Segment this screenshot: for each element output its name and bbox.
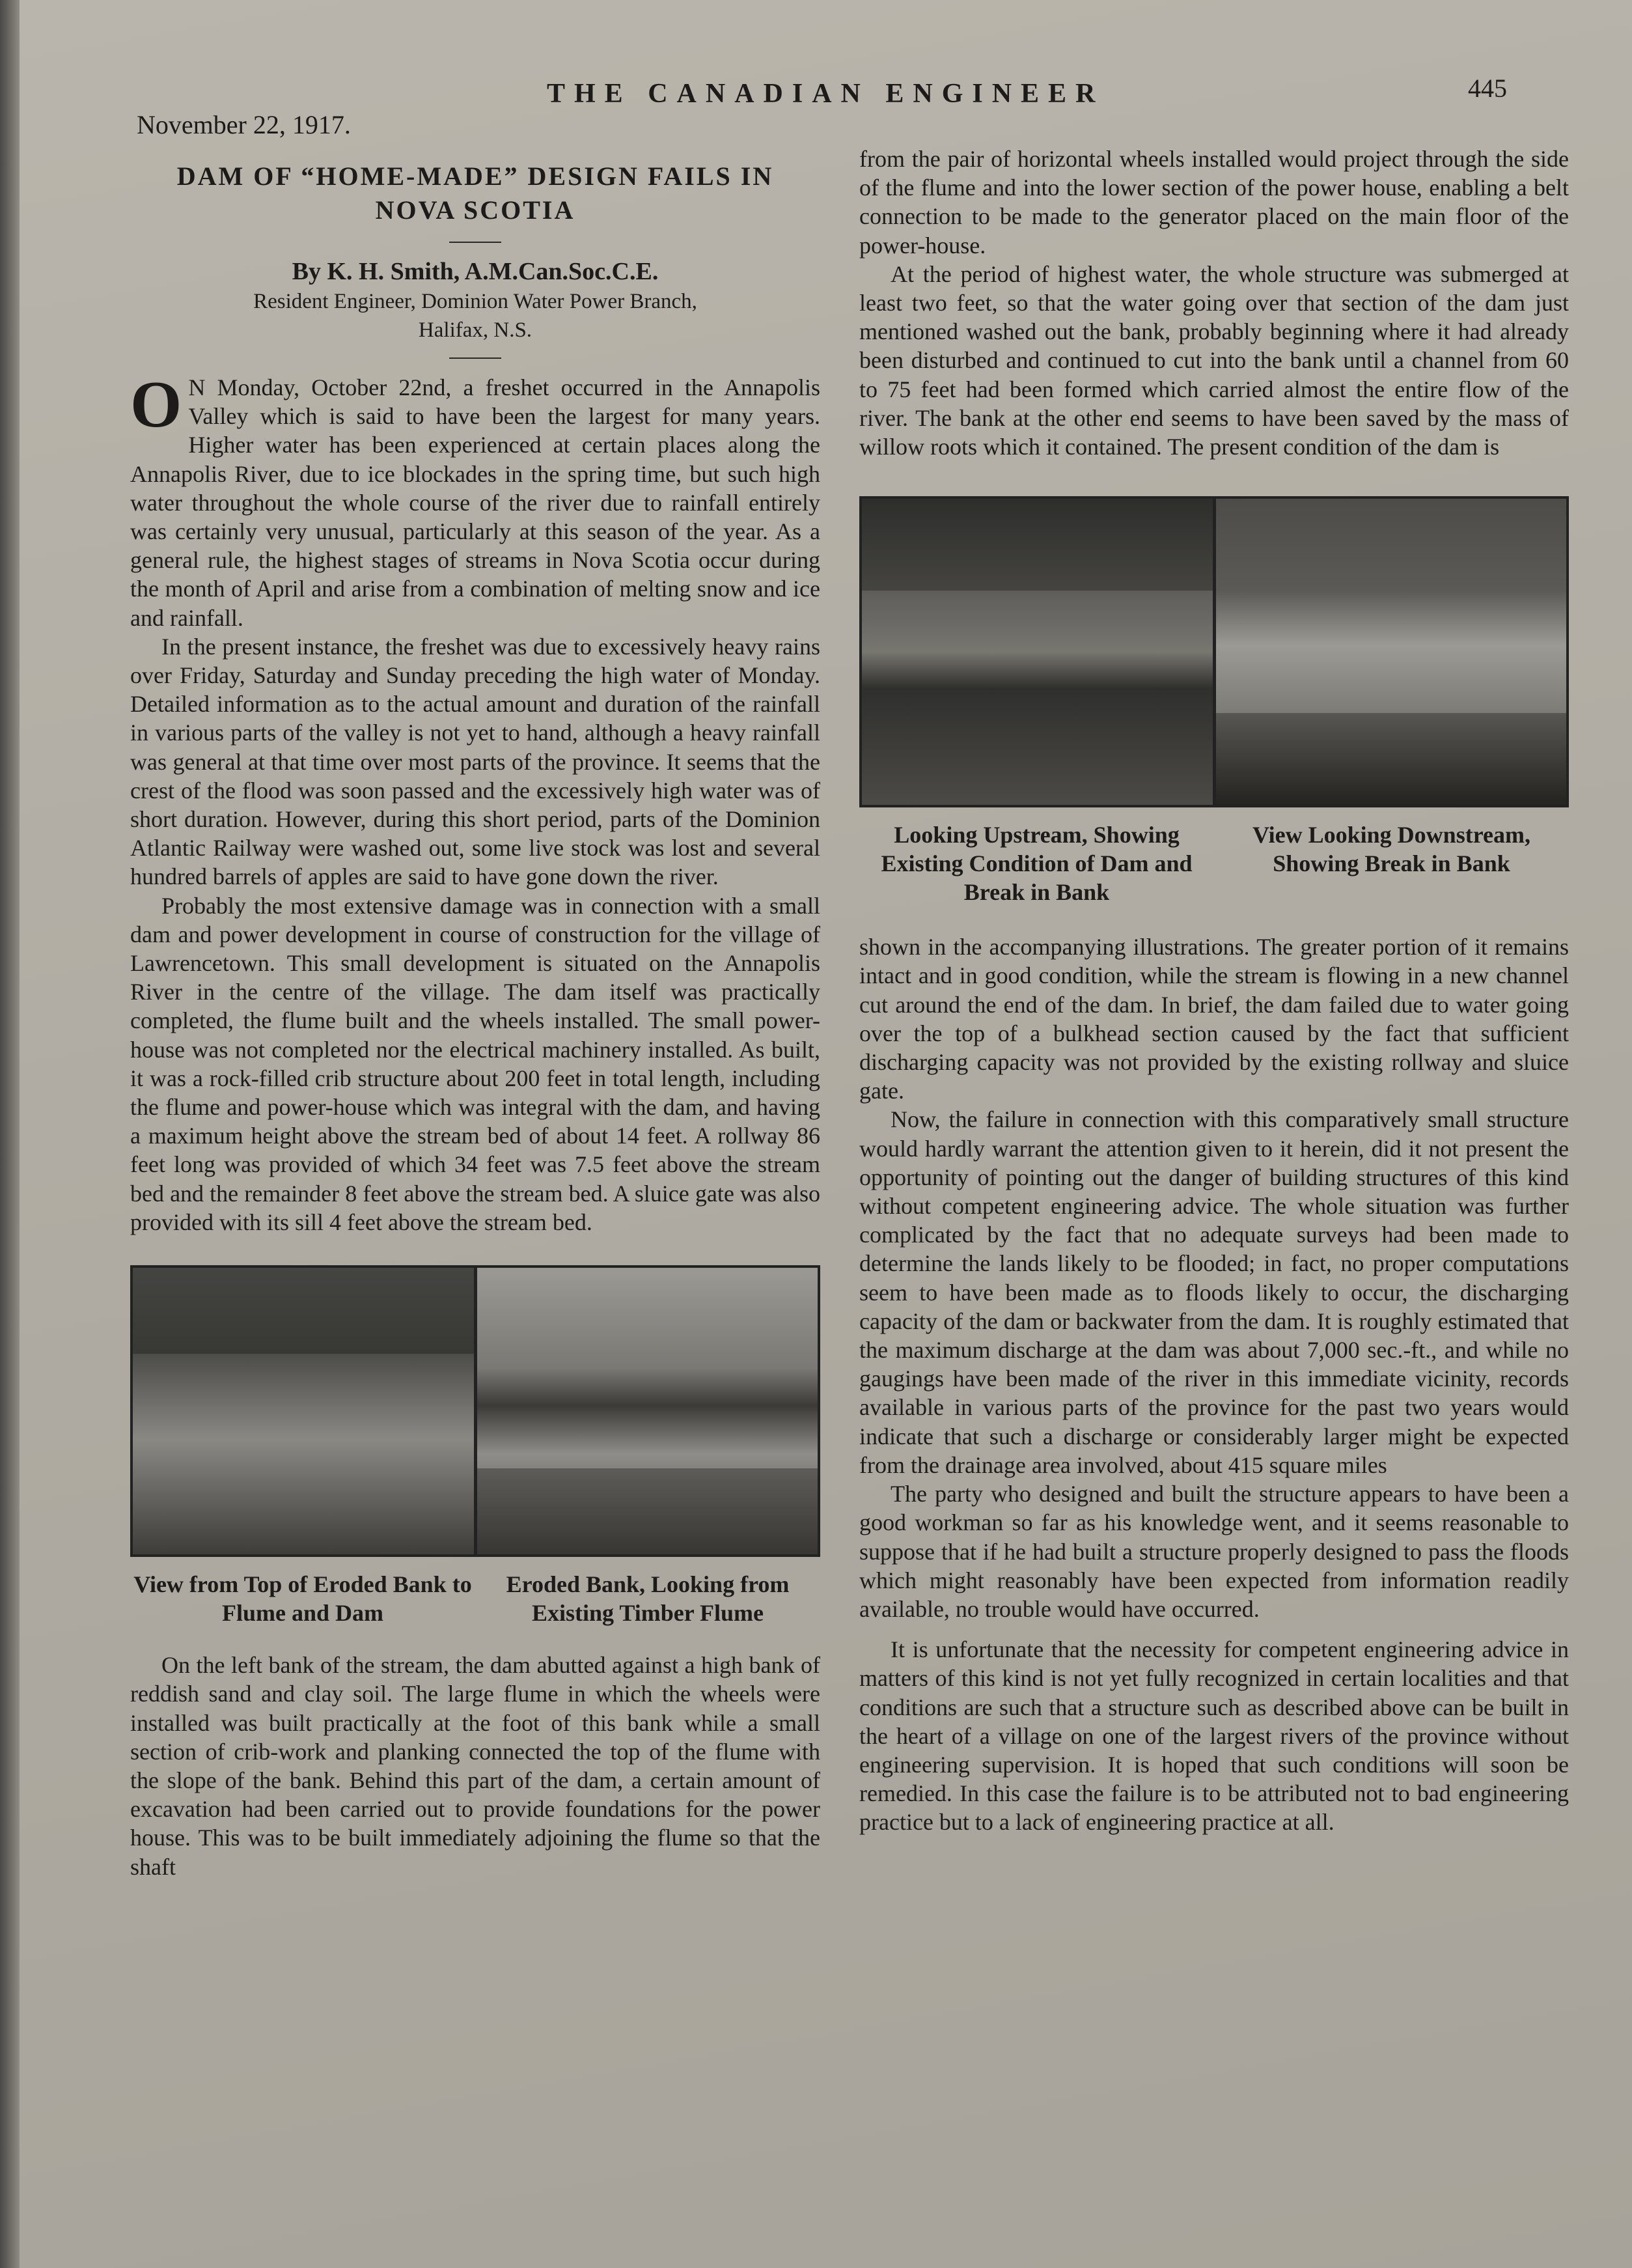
figure-right-captions <box>859 820 1569 906</box>
magazine-page <box>20 0 1632 2268</box>
photo-looking-upstream <box>862 499 1213 805</box>
page-binding-edge <box>0 0 20 2268</box>
photo-flume-and-dam <box>133 1268 474 1554</box>
paragraph-3: Probably the most extensive damage was in connection with a small dam and power development in course of construction for the village of Lawrencetown. This small development is situated on the Annapolis River in the centre of the village. The dam itself was practically completed, the flume built and the wheels installed. The small power-house was not completed nor the electrical machinery installed. As built, it was a rock-filled crib structure about 200 feet in total length, including the flume and power-house which was integral with the dam, and having a maximum height above the stream bed of about 14 feet. A rollway 86 feet long was provided of which 34 feet was 7.5 feet above the stream bed and the remainder 8 feet above the stream bed. A sluice gate was also provided with its sill 4 feet above the stream bed. <box>130 892 820 1235</box>
figure-left <box>130 1265 820 1627</box>
paragraph-9: The party who designed and built the structure appears to have been a good workman so far as his knowledge went, and it seems reasonable to suppose that if he had built a structure properly designed to pass the floods which might reasonably have been expected from information readily available, no trouble would have occurred. <box>859 1481 1569 1622</box>
paragraph-10: It is unfortunate that the necessity for competent engineering advice in matters of this kind is not yet fully recognized in certain localities and that conditions are such that a structure such as described above can be built in the heart of a village on one of the largest rivers of the province without engineering supervision. It is hoped that such conditions will soon be remedied. In this case the failure is to be attributed not to bad engineering practice but to a lack of engineering practice at all. <box>859 1636 1569 1836</box>
article-byline: By K. H. Smith, A.M.Can.Soc.C.E. <box>292 258 659 285</box>
paragraph-6: At the period of highest water, the whole structure was submerged at least two feet, so that the water going over that section of the dam just mentioned washed out the bank, probably beginning where it had already been disturbed and continued to cut into the bank until a channel from 60 to 75 feet had been formed which carried almost the entire flow of the river. The bank at the other end seems to have been saved by the mass of willow roots which it contained. The present condition of the dam is <box>859 260 1569 460</box>
byline-rule <box>449 357 501 359</box>
author-affiliation-line1: Resident Engineer, Dominion Water Power Branch, <box>253 290 697 313</box>
author-affiliation-line2: Halifax, N.S. <box>418 318 532 342</box>
caption-looking-downstream: View Looking Downstream, Showing Break in Bank <box>1252 822 1530 877</box>
photo-eroded-bank <box>477 1268 818 1554</box>
paragraph-4: On the left bank of the stream, the dam abutted against a high bank of reddish sand and clay soil. The large flume in which the wheels were installed was built practically at the foot of this bank while a small section of crib-work and planking connected the top of the flume with the slope of the bank. Behind this part of the dam, a certain amount of excavation had been carried out to provide foundations for the power house. This was to be built immediately adjoining the flume so that the shaft <box>130 1652 820 1880</box>
issue-date: November 22, 1917. <box>137 110 351 139</box>
figure-left-captions <box>130 1570 820 1627</box>
article-title-line1: DAM OF “HOME-MADE” DESIGN FAILS IN <box>176 161 774 191</box>
right-column <box>859 145 1569 1837</box>
figure-left-photos <box>130 1265 820 1557</box>
figure-right <box>859 496 1569 906</box>
paragraph-7: shown in the accompanying illustrations. The greater portion of it remains intact and in good condition, while the stream is flowing in a new channel cut around the end of the dam. In brief, the dam failed due to water going over the top of a bulkhead section caused by the fact that sufficient discharging capacity was not provided by the existing rollway and sluice gate. <box>859 934 1569 1104</box>
drop-cap: O <box>130 368 182 441</box>
figure-right-photos <box>859 496 1569 807</box>
caption-looking-upstream: Looking Upstream, Showing Existing Condition of Dam and Break in Bank <box>881 822 1193 906</box>
title-rule <box>449 242 501 243</box>
caption-flume-and-dam: View from Top of Eroded Bank to Flume and Dam <box>133 1571 472 1627</box>
page-number: 445 <box>1468 74 1507 103</box>
left-column <box>130 153 820 1881</box>
journal-title: THE CANADIAN ENGINEER <box>547 79 1105 109</box>
paragraph-2: In the present instance, the freshet was due to excessively heavy rains over Friday, Saturday and Sunday preceding the high water of Monday. Detailed information as to the actual amount and duration of the rainfall in various parts of the valley is not yet to hand, although a heavy rainfall was general at that time over most parts of the province. It seems that the crest of the flood was soon passed and the excessively high water was of short duration. However, during this short period, parts of the Dominion Atlantic Railway were washed out, some live stock was lost and several hundred barrels of apples are said to have gone down the river. <box>130 633 820 890</box>
paragraph-1-text: N Monday, October 22nd, a freshet occurred in the Annapolis Valley which is said to have been the largest for many years. Higher water has been experienced at certain places along the Annapolis River, due to ice blockades in the spring time, but such high water throughout the whole course of the river due to rainfall entirely was certainly very unusual, particularly at this season of the year. As a general rule, the highest stages of streams in Nova Scotia occur during the month of April and arise from a combination of melting snow and ice and rainfall. <box>130 374 820 631</box>
article-title-line2: NOVA SCOTIA <box>375 195 575 225</box>
paragraph-1 <box>130 368 820 632</box>
paragraph-8: Now, the failure in connection with this comparatively small structure would hardly warrant the attention given to it herein, did it not present the opportunity of pointing out the danger of building structures of this kind without competent engineering advice. The whole situation was further complicated by the fact that no adequate surveys had been made to determine the lands likely to be flooded; in fact, no proper computations seem to have been made as to floods likely to occur, the discharging capacity of the dam or backwater from the dam. It is roughly estimated that the maximum discharge at the dam was about 7,000 sec.-ft., and while no gaugings have been made of the river in this immediate vicinity, records available in various parts of the province for the past two years would indicate that such a discharge or considerably larger might be expected from the drainage area involved, about 415 square miles <box>859 1106 1569 1478</box>
photo-looking-downstream <box>1216 499 1567 805</box>
caption-eroded-bank: Eroded Bank, Looking from Existing Timber Flume <box>506 1571 790 1627</box>
paragraph-5: from the pair of horizontal wheels installed would project through the side of the flume and into the lower section of the power house, enabling a belt connection to be made to the generator placed on the main floor of the power-house. <box>859 146 1569 259</box>
